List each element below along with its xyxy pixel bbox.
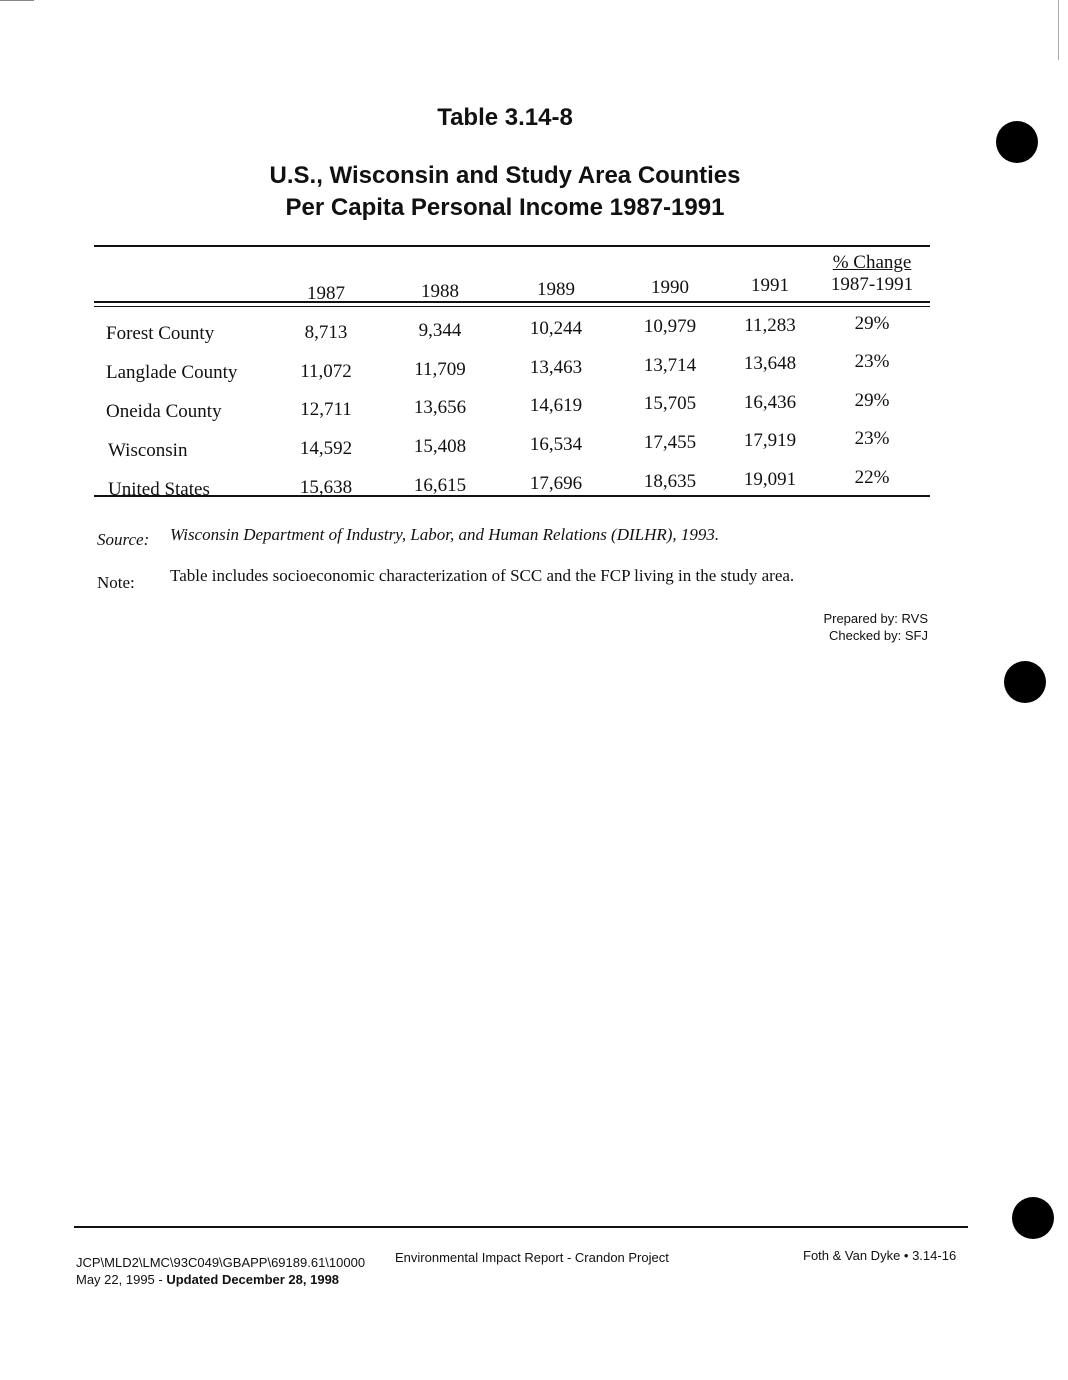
pct-header-line-2: 1987-1991 — [830, 274, 914, 295]
footer-date-original: May 22, 1995 - — [76, 1272, 167, 1287]
prepared-by: Prepared by: RVS — [823, 611, 928, 626]
table-cell: 12,711 — [300, 399, 352, 420]
row-label: Wisconsin — [108, 440, 188, 461]
column-header-1990: 1990 — [651, 277, 689, 298]
pct-change-cell: 29% — [854, 390, 890, 411]
page-edge-mark — [0, 0, 34, 1]
column-header-pct-change — [814, 252, 930, 296]
table-cell: 16,436 — [743, 392, 797, 413]
page-edge-mark — [1058, 0, 1059, 60]
source-text: Wisconsin Department of Industry, Labor, and Human Relations (DILHR), 1993. — [170, 525, 720, 544]
table-cell: 10,979 — [643, 316, 697, 337]
table-cell: 14,592 — [299, 438, 353, 459]
pct-change-cell: 23% — [854, 428, 890, 449]
binder-hole-top — [996, 121, 1038, 163]
column-header-1988: 1988 — [421, 281, 459, 302]
header-rule-thin — [94, 306, 930, 307]
binder-hole-middle — [1004, 661, 1046, 703]
column-header-1991: 1991 — [751, 275, 789, 296]
table-cell: 13,714 — [643, 355, 697, 376]
table-title-line-1: U.S., Wisconsin and Study Area Counties — [269, 162, 741, 189]
table-cell: 11,709 — [414, 359, 466, 380]
pct-change-cell: 29% — [854, 313, 890, 334]
row-label: Oneida County — [106, 401, 222, 422]
table-cell: 9,344 — [418, 320, 462, 341]
footer-date — [76, 1272, 339, 1287]
table-cell: 14,619 — [529, 395, 583, 416]
header-rule — [94, 301, 930, 303]
pct-change-cell: 23% — [854, 351, 890, 372]
footer-report-title: Environmental Impact Report - Crandon Project — [395, 1250, 669, 1265]
binder-hole-bottom — [1012, 1197, 1054, 1239]
column-header-1989: 1989 — [537, 279, 575, 300]
table-cell: 15,638 — [299, 477, 353, 498]
table-cell: 16,534 — [529, 434, 583, 455]
table-cell: 11,072 — [300, 361, 352, 382]
table-cell: 17,696 — [529, 473, 583, 494]
table-top-rule — [94, 245, 930, 247]
table-cell: 15,705 — [643, 393, 697, 414]
table-cell: 13,463 — [529, 357, 583, 378]
table-cell: 11,283 — [744, 315, 796, 336]
table-cell: 15,408 — [413, 436, 467, 457]
table-bottom-rule — [94, 495, 930, 497]
note-label: Note: — [97, 573, 135, 592]
row-label: United States — [108, 479, 210, 500]
table-number: Table 3.14-8 — [437, 104, 573, 131]
table-cell: 13,656 — [413, 397, 467, 418]
pct-header-line-1: % Change — [832, 252, 912, 273]
footer-date-updated: Updated December 28, 1998 — [166, 1272, 340, 1287]
row-label: Langlade County — [106, 362, 238, 383]
table-title-line-2: Per Capita Personal Income 1987-1991 — [285, 194, 725, 221]
source-label: Source: — [97, 530, 150, 549]
table-cell: 17,455 — [643, 432, 697, 453]
table-cell: 18,635 — [643, 471, 697, 492]
column-header-1987: 1987 — [307, 283, 345, 304]
table-cell: 16,615 — [413, 475, 467, 496]
footer-file-path: JCP\MLD2\LMC\93C049\GBAPP\69189.61\10000 — [76, 1255, 366, 1270]
table-cell: 8,713 — [304, 322, 348, 343]
table-cell: 17,919 — [743, 430, 797, 451]
footer-page-ref: Foth & Van Dyke • 3.14-16 — [803, 1248, 957, 1263]
checked-by: Checked by: SFJ — [829, 628, 928, 643]
footer-rule — [74, 1226, 968, 1228]
row-label: Forest County — [106, 323, 215, 344]
pct-change-cell: 22% — [854, 467, 890, 488]
table-cell: 19,091 — [743, 469, 797, 490]
note-text: Table includes socioeconomic characterization of SCC and the FCP living in the study area. — [170, 566, 795, 585]
table-cell: 10,244 — [529, 318, 583, 339]
table-cell: 13,648 — [743, 353, 797, 374]
